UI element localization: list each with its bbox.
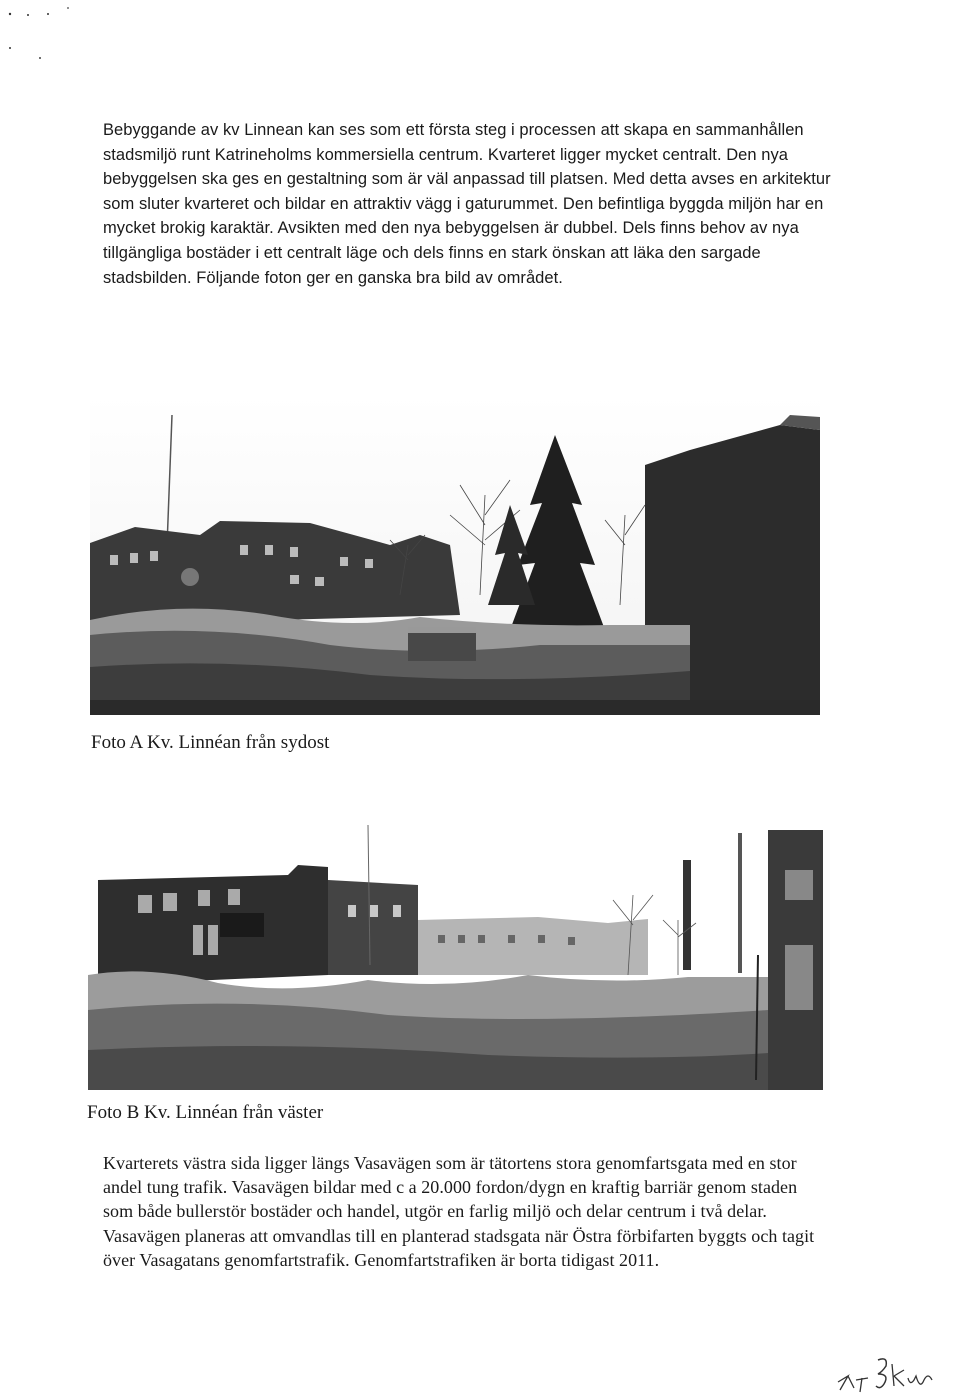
photo-b-caption: Foto B Kv. Linnéan från väster [87, 1102, 324, 1123]
photo-a-from-southeast [90, 395, 820, 715]
intro-paragraph: Bebyggande av kv Linnean kan ses som ett första steg i processen att skapa en sammanhållen stadsmiljö runt Katrineholms kommersiella centrum. Kvarteret ligger mycket centralt. Den nya bebyggelsen ska ges en gestaltning som är väl anpassad till platsen. Med detta avses en arkitektur som sluter kvarteret och bildar en attraktiv vägg i gaturummet. Den befintliga byggda miljön har en mycket brokig karaktär. Avsikten med den nya bebyggelsen är dubbel. Dels finns behov av nya tillgängliga bostäder i ett centralt läge och dels finns en stark önskan att läka den sargade stadsbilden. Följande foton ger en ganska bra bild av området. [103, 121, 831, 287]
outro-paragraph: Kvarterets västra sida ligger längs Vasavägen som är tätortens stora genomfartsgata med en stor andel tung trafik. Vasavägen bildar med c a 20.000 fordon/dygn en kraftig barriär genom staden som både bullerstör bostäder och handel, utgör en farlig miljö och delar centrum i två delar. Vasavägen planeras att omvandlas till en planterad stadsgata när Östra förbifarten byggts och tagit över Vasagatans genomfartstrafik. Genomfartstrafiken är borta tidigast 2011. [103, 1153, 815, 1270]
photo-a-caption: Foto A Kv. Linnéan från sydost [91, 732, 330, 753]
photo-b-from-west [88, 825, 823, 1090]
scan-specks [0, 0, 120, 80]
handwritten-signature [830, 1350, 940, 1395]
